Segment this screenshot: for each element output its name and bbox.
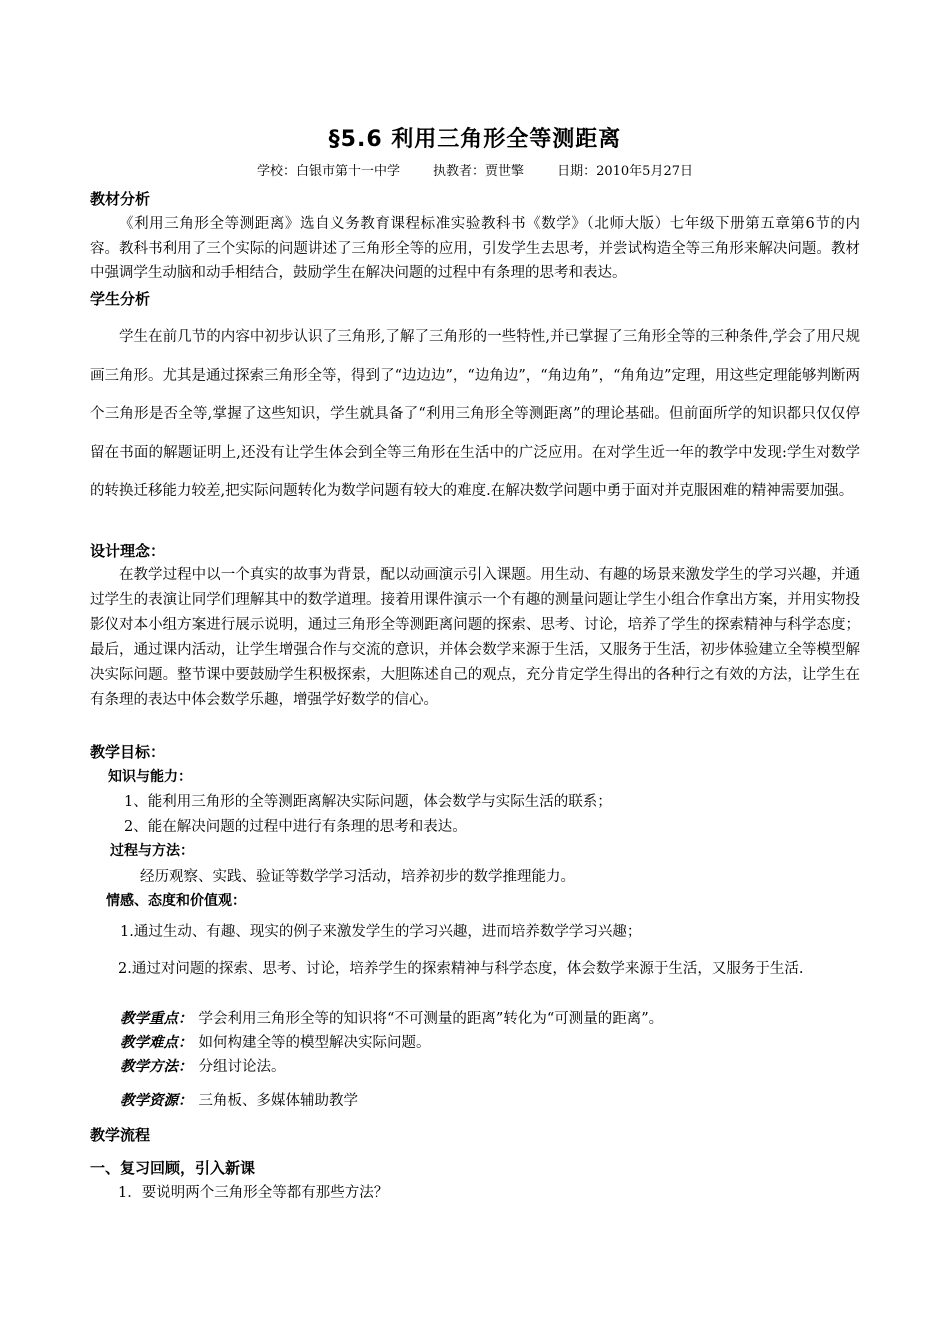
heading-step-1: 一、复习回顾，引入新课 <box>90 1159 256 1177</box>
heading-teaching-goals: 教学目标： <box>90 743 166 761</box>
method-text: 分组讨论法。 <box>198 1059 286 1075</box>
knowledge-item-1: 1、能利用三角形的全等测距离解决实际问题，体会数学与实际生活的联系； <box>124 794 612 810</box>
material-analysis-text: 《利用三角形全等测距离》选自义务教育课程标准实验教科书《数学》（北师大版）七年级下册第五章第6节的内容。教科书利用了三个实际的问题讲述了三角形全等的应用，引发学生去思考，并尝试构造全等三角形来解决问题。教材中强调学生动脑和动手相结合，鼓励学生在解决问题的过程中有条理的思考和表达。 <box>90 216 860 281</box>
difficulty-label: 教学难点： <box>120 1035 193 1051</box>
design-concept-text: 在教学过程中以一个真实的故事为背景，配以动画演示引入课题。用生动、有趣的场景来激发学生的学习兴趣，并通过学生的表演让同学们理解其中的数学道理。接着用课件演示一个有趣的测量问题让学生小组合作拿出方案，并用实物投影仪对本小组方案进行展示说明，通过三角形全等测距离问题的探索、思考、讨论，培养了学生的探索精神与科学态度；最后，通过课内活动，让学生增强合作与交流的意识，并体会数学来源于生活，又服务于生活，初步体验建立全等模型解决实际问题。整节课中要鼓励学生积极探索，大胆陈述自己的观点，充分肯定学生得出的各种行之有效的方法，让学生在有条理的表达中体会数学乐趣，增强学好数学的信心。 <box>90 567 860 708</box>
knowledge-item-2: 2、能在解决问题的过程中进行有条理的思考和表达。 <box>124 819 467 835</box>
method-row <box>120 1055 286 1076</box>
subheading-emotion: 情感、态度和价值观： <box>106 893 246 909</box>
method-label: 教学方法： <box>120 1059 193 1075</box>
student-analysis-text: 学生在前几节的内容中初步认识了三角形,了解了三角形的一些特性,并已掌握了三角形全等的三种条件,学会了用尺规画三角形。尤其是通过探索三角形全等，得到了“边边边”，“边角边”，“角边角”，“角角边”定理，用这些定理能够判断两个三角形是否全等,掌握了这些知识，学生就具备了“利用三角形全等测距离”的理论基础。但前面所学的知识都只仅仅停留在书面的解题证明上,还没有让学生体会到全等三角形在生活中的广泛应用。在对学生近一年的教学中发现:学生对数学的转换迁移能力较差,把实际问题转化为数学问题有较大的难度.在解决数学问题中勇于面对并克服困难的精神需要加强。 <box>90 329 860 499</box>
resource-label: 教学资源： <box>120 1093 193 1109</box>
heading-teaching-flow: 教学流程 <box>90 1126 151 1144</box>
heading-student-analysis: 学生分析 <box>90 290 151 308</box>
heading-design-concept: 设计理念： <box>90 542 166 560</box>
emotion-item-1: 1.通过生动、有趣、现实的例子来激发学生的学习兴趣，进而培养数学学习兴趣； <box>120 924 642 940</box>
step-1-question-1: 1．要说明两个三角形全等都有那些方法？ <box>118 1185 389 1201</box>
subheading-knowledge: 知识与能力： <box>108 769 192 785</box>
key-point-text: 学会利用三角形全等的知识将“不可测量的距离”转化为“可测量的距离”。 <box>198 1011 664 1027</box>
process-item-1: 经历观察、实践、验证等数学学习活动，培养初步的数学推理能力。 <box>140 869 575 885</box>
key-point-label: 教学重点： <box>120 1011 193 1027</box>
resource-text: 三角板、多媒体辅助教学 <box>198 1093 358 1109</box>
resource-row <box>120 1089 358 1110</box>
key-point-row <box>120 1007 663 1028</box>
lesson-meta: 学校：白银市第十一中学 执教者：贾世擎 日期：2010年5月27日 <box>256 164 693 179</box>
page-title: §5.6 利用三角形全等测距离 <box>328 127 622 152</box>
difficulty-row <box>120 1031 431 1052</box>
subheading-process: 过程与方法： <box>110 843 194 859</box>
difficulty-text: 如何构建全等的模型解决实际问题。 <box>198 1035 431 1051</box>
heading-material-analysis: 教材分析 <box>90 190 151 208</box>
emotion-item-2: 2.通过对问题的探索、思考、讨论，培养学生的探索精神与科学态度，体会数学来源于生活，又服务于生活. <box>118 961 804 977</box>
